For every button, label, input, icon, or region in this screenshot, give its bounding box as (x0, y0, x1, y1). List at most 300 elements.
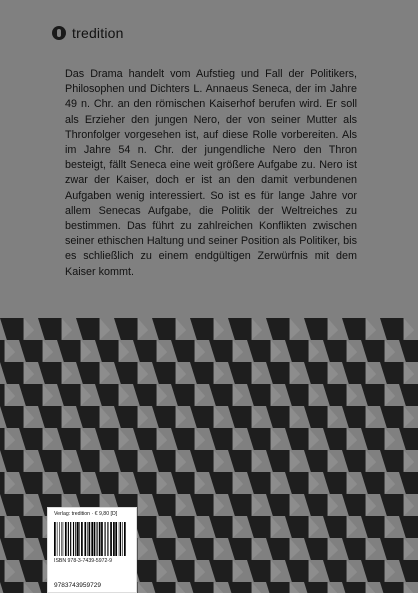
pattern-shape (404, 582, 415, 593)
pattern-shape (157, 384, 168, 406)
barcode-bar (122, 522, 123, 556)
pattern-shape (285, 516, 309, 538)
pattern-shape (19, 560, 43, 582)
pattern-shape (138, 362, 149, 384)
pattern-shape (171, 384, 195, 406)
pattern-shape (171, 516, 195, 538)
pattern-shape (342, 450, 366, 472)
pattern-shape (38, 318, 62, 340)
pattern-shape (290, 538, 301, 560)
barcode-bar (70, 522, 71, 556)
pattern-shape (404, 538, 415, 560)
pattern-shape (323, 516, 347, 538)
pattern-shape (309, 384, 320, 406)
pattern-shape (38, 450, 62, 472)
pattern-shape (399, 428, 418, 450)
blurb-text: Das Drama handelt vom Aufstieg und Fall der Politikers, Philosophen und Dichters L. Annaeus Seneca, der im Jahre 49 n. Chr. an den römischen Kaiserhof berufen wird. Er soll als Erzieher den jungen Nero, der von seiner Mutter als Thronfolger vorgesehen ist, auf diese Rolle vorbereiten. Als im Jahre 54 n. Chr. der jungendliche Nero den Thron besteigt, fällt Seneca eine weit größere Aufgabe zu. Nero ist zwar der Kaiser, doch er ist an den damit verbundenen Aufgaben wenig interessiert. So ist es für lange Jahre vor allem Senecas Aufgabe, die Politik der Weltreiches zu bestimmen. Das führt zu zahlreichen Konflikten zwischen seiner ethischen Haltung und seiner Position als Politiker, bis es schließlich zu einem endgültigen Zerwürfnis mit dem Kaiser kommt. (65, 68, 357, 278)
pattern-shape (309, 472, 320, 494)
barcode-bar (105, 522, 106, 556)
pattern-shape (43, 472, 54, 494)
pattern-shape (152, 538, 176, 560)
pattern-shape (342, 318, 366, 340)
pattern-shape (195, 340, 206, 362)
barcode-bar (81, 522, 83, 556)
pattern-shape (399, 472, 418, 494)
pattern-shape (228, 406, 252, 428)
pattern-shape (95, 428, 119, 450)
pattern-shape (309, 516, 320, 538)
pattern-shape (190, 406, 214, 428)
pattern-shape (228, 450, 252, 472)
pattern-shape (19, 384, 43, 406)
pattern-shape (195, 384, 206, 406)
pattern-shape (361, 340, 385, 362)
pattern-shape (24, 494, 35, 516)
pattern-shape (114, 450, 138, 472)
pattern-shape (233, 428, 244, 450)
pattern-shape (152, 362, 176, 384)
barcode-bar (77, 522, 79, 556)
pattern-shape (133, 384, 157, 406)
pattern-shape (252, 318, 263, 340)
pattern-shape (304, 450, 328, 472)
pattern-shape (76, 362, 100, 384)
pattern-shape (347, 384, 358, 406)
isbn-number: 9783743959729 (54, 582, 101, 589)
pattern-shape (0, 472, 5, 494)
pattern-shape (190, 362, 214, 384)
pattern-shape (342, 406, 366, 428)
barcode-bar (91, 522, 93, 556)
pattern-shape (152, 582, 176, 593)
pattern-shape (290, 494, 301, 516)
pattern-shape (361, 472, 385, 494)
pattern-shape (385, 340, 396, 362)
pattern-shape (304, 362, 328, 384)
pattern-shape (190, 494, 214, 516)
pattern-shape (228, 362, 252, 384)
pattern-shape (252, 406, 263, 428)
pattern-shape (247, 340, 271, 362)
pattern-shape (43, 384, 54, 406)
barcode-bar (87, 522, 88, 556)
pattern-shape (171, 428, 195, 450)
pattern-shape (304, 406, 328, 428)
pattern-shape (380, 494, 404, 516)
barcode-bar (124, 522, 126, 556)
pattern-shape (266, 406, 290, 428)
pattern-shape (138, 494, 149, 516)
pattern-shape (209, 472, 233, 494)
pattern-shape (24, 406, 35, 428)
pattern-shape (176, 406, 187, 428)
pattern-shape (233, 560, 244, 582)
pattern-shape (119, 340, 130, 362)
pattern-shape (285, 560, 309, 582)
pattern-shape (266, 450, 290, 472)
pattern-shape (404, 362, 415, 384)
barcode-bar (73, 522, 74, 556)
pattern-shape (209, 384, 233, 406)
pattern-shape (119, 472, 130, 494)
pattern-shape (214, 406, 225, 428)
isbn-line: ISBN 978-3-7439-5972-9 (54, 558, 112, 564)
publisher-logo (52, 25, 124, 41)
barcode-bar (84, 522, 86, 556)
barcode-bar (89, 522, 91, 556)
barcode-bar (101, 522, 103, 556)
pattern-shape (323, 340, 347, 362)
pattern-shape (328, 538, 339, 560)
pattern-shape (24, 538, 35, 560)
pattern-shape (380, 538, 404, 560)
pattern-shape (176, 450, 187, 472)
pattern-shape (290, 318, 301, 340)
pattern-shape (399, 340, 418, 362)
barcode-label (47, 507, 137, 593)
pattern-shape (266, 538, 290, 560)
pattern-shape (404, 450, 415, 472)
pattern-shape (347, 516, 358, 538)
pattern-shape (100, 450, 111, 472)
pattern-shape (233, 516, 244, 538)
pattern-shape (399, 516, 418, 538)
barcode-bar (120, 522, 121, 556)
pattern-shape (114, 406, 138, 428)
pattern-shape (38, 406, 62, 428)
pattern-shape (138, 318, 149, 340)
pattern-shape (24, 362, 35, 384)
pattern-shape (304, 318, 328, 340)
pattern-shape (385, 428, 396, 450)
pattern-shape (266, 362, 290, 384)
pattern-shape (233, 472, 244, 494)
pattern-shape (342, 362, 366, 384)
pattern-shape (399, 560, 418, 582)
pattern-shape (266, 318, 290, 340)
pattern-shape (385, 384, 396, 406)
pattern-shape (0, 516, 5, 538)
pattern-shape (76, 406, 100, 428)
pattern-shape (247, 428, 271, 450)
pattern-shape (342, 494, 366, 516)
pattern-shape (328, 406, 339, 428)
pattern-shape (347, 340, 358, 362)
pattern-shape (176, 538, 187, 560)
pattern-shape (157, 560, 168, 582)
pattern-shape (323, 560, 347, 582)
pattern-shape (5, 472, 16, 494)
pattern-shape (114, 318, 138, 340)
pattern-shape (252, 450, 263, 472)
pattern-shape (0, 582, 24, 593)
pattern-shape (309, 560, 320, 582)
pattern-shape (271, 428, 282, 450)
pattern-shape (214, 362, 225, 384)
pattern-shape (171, 472, 195, 494)
pattern-shape (271, 472, 282, 494)
pattern-shape (285, 340, 309, 362)
pattern-shape (328, 450, 339, 472)
pattern-shape (233, 384, 244, 406)
pattern-shape (119, 384, 130, 406)
pattern-shape (366, 538, 377, 560)
pattern-shape (347, 472, 358, 494)
pattern-shape (209, 516, 233, 538)
pattern-shape (24, 318, 35, 340)
pattern-shape (19, 428, 43, 450)
barcode-bar (63, 522, 64, 556)
pattern-shape (43, 428, 54, 450)
pattern-shape (214, 318, 225, 340)
pattern-shape (309, 428, 320, 450)
pattern-shape (0, 428, 5, 450)
pattern-shape (361, 428, 385, 450)
pattern-shape (366, 494, 377, 516)
pattern-shape (119, 428, 130, 450)
pattern-shape (24, 582, 35, 593)
pattern-shape (399, 384, 418, 406)
pattern-shape (247, 516, 271, 538)
pattern-shape (176, 582, 187, 593)
pattern-shape (209, 560, 233, 582)
pattern-shape (271, 340, 282, 362)
pattern-shape (100, 318, 111, 340)
pattern-shape (195, 560, 206, 582)
pattern-shape (152, 406, 176, 428)
pattern-shape (366, 450, 377, 472)
pattern-shape (247, 560, 271, 582)
pattern-shape (385, 516, 396, 538)
pattern-shape (271, 560, 282, 582)
barcode-bar (99, 522, 101, 556)
pattern-shape (138, 406, 149, 428)
pattern-shape (171, 340, 195, 362)
pattern-shape (290, 406, 301, 428)
pattern-shape (404, 318, 415, 340)
pattern-shape (228, 494, 252, 516)
barcode-bar (110, 522, 112, 556)
pattern-shape (138, 450, 149, 472)
pattern-shape (100, 406, 111, 428)
pattern-shape (133, 428, 157, 450)
pattern-shape (361, 384, 385, 406)
pattern-shape (5, 384, 16, 406)
pattern-shape (290, 450, 301, 472)
pattern-shape (404, 494, 415, 516)
pattern-shape (380, 362, 404, 384)
pattern-shape (195, 428, 206, 450)
pattern-shape (133, 472, 157, 494)
pattern-shape (171, 560, 195, 582)
pattern-shape (95, 340, 119, 362)
pattern-shape (328, 494, 339, 516)
pattern-shape (342, 582, 366, 593)
pattern-shape (76, 318, 100, 340)
pattern-shape (214, 538, 225, 560)
pattern-shape (271, 384, 282, 406)
pattern-shape (24, 450, 35, 472)
pattern-shape (62, 406, 73, 428)
pattern-shape (266, 494, 290, 516)
barcode-bar (97, 522, 98, 556)
pattern-shape (361, 560, 385, 582)
barcode-bar (75, 522, 76, 556)
pattern-shape (0, 450, 24, 472)
pattern-shape (138, 538, 149, 560)
pattern-shape (57, 428, 81, 450)
pattern-shape (95, 472, 119, 494)
pattern-shape (252, 538, 263, 560)
pattern-shape (285, 428, 309, 450)
barcode-bar (57, 522, 58, 556)
pattern-shape (304, 494, 328, 516)
pattern-shape (81, 428, 92, 450)
pattern-shape (5, 560, 16, 582)
pattern-shape (195, 516, 206, 538)
barcode-bar (94, 522, 96, 556)
pattern-shape (323, 428, 347, 450)
pattern-shape (285, 472, 309, 494)
pattern-shape (228, 582, 252, 593)
barcode-bar (119, 522, 120, 556)
pattern-shape (328, 582, 339, 593)
pattern-shape (57, 472, 81, 494)
pattern-shape (385, 472, 396, 494)
pattern-shape (114, 362, 138, 384)
pattern-shape (271, 516, 282, 538)
pattern-shape (323, 384, 347, 406)
pattern-shape (43, 340, 54, 362)
pattern-shape (366, 362, 377, 384)
pattern-shape (176, 318, 187, 340)
pattern-shape (57, 340, 81, 362)
pattern-shape (190, 582, 214, 593)
pattern-shape (157, 340, 168, 362)
pattern-shape (304, 582, 328, 593)
pattern-shape (228, 318, 252, 340)
pattern-shape (152, 494, 176, 516)
pattern-shape (252, 362, 263, 384)
pattern-shape (0, 362, 24, 384)
barcode-bar (65, 522, 67, 556)
pattern-shape (347, 428, 358, 450)
pattern-shape (404, 406, 415, 428)
pattern-shape (366, 318, 377, 340)
pattern-shape (157, 516, 168, 538)
pattern-shape (19, 516, 43, 538)
pattern-shape (0, 538, 24, 560)
pattern-shape (214, 494, 225, 516)
pattern-shape (5, 428, 16, 450)
pattern-shape (152, 318, 176, 340)
pattern-shape (0, 340, 5, 362)
pattern-shape (380, 406, 404, 428)
pattern-shape (252, 582, 263, 593)
pattern-shape (62, 362, 73, 384)
pattern-shape (385, 560, 396, 582)
pattern-shape (190, 538, 214, 560)
pattern-shape (214, 582, 225, 593)
pattern-shape (176, 362, 187, 384)
pattern-shape (0, 406, 24, 428)
pattern-shape (323, 472, 347, 494)
pattern-shape (214, 450, 225, 472)
pattern-shape (290, 362, 301, 384)
pattern-shape (81, 384, 92, 406)
barcode-bar (68, 522, 69, 556)
barcode-bar (79, 522, 80, 556)
pattern-shape (38, 362, 62, 384)
pattern-shape (366, 582, 377, 593)
pattern-shape (81, 340, 92, 362)
pattern-shape (209, 428, 233, 450)
pattern-shape (228, 538, 252, 560)
pattern-shape (328, 318, 339, 340)
pattern-shape (366, 406, 377, 428)
pattern-shape (157, 428, 168, 450)
pattern-shape (76, 450, 100, 472)
pattern-shape (380, 450, 404, 472)
pattern-shape (138, 582, 149, 593)
barcode-bar (107, 522, 108, 556)
pattern-shape (0, 384, 5, 406)
barcode-bars (54, 522, 130, 556)
pattern-shape (304, 538, 328, 560)
pattern-shape (19, 340, 43, 362)
pattern-shape (57, 384, 81, 406)
pattern-shape (62, 450, 73, 472)
barcode-bar (115, 522, 117, 556)
barcode-bar (59, 522, 60, 556)
pattern-shape (0, 494, 24, 516)
pattern-shape (380, 318, 404, 340)
pattern-shape (195, 472, 206, 494)
pattern-shape (290, 582, 301, 593)
pattern-shape (361, 516, 385, 538)
pattern-shape (62, 318, 73, 340)
barcode-bar (61, 522, 62, 556)
barcode-bar (113, 522, 115, 556)
tredition-logo-icon (52, 26, 66, 40)
pattern-shape (247, 472, 271, 494)
pattern-shape (0, 560, 5, 582)
pattern-shape (19, 472, 43, 494)
barcode-bar (54, 522, 56, 556)
pattern-shape (95, 384, 119, 406)
pattern-shape (347, 560, 358, 582)
pattern-shape (100, 362, 111, 384)
pattern-shape (342, 538, 366, 560)
pattern-shape (0, 318, 24, 340)
pattern-shape (190, 450, 214, 472)
pattern-shape (209, 340, 233, 362)
publisher-name: tredition (72, 25, 124, 41)
pattern-shape (247, 384, 271, 406)
pattern-shape (176, 494, 187, 516)
pattern-shape (152, 450, 176, 472)
publisher-price-line: Verlag: tredition · € 9,80 [D] (54, 511, 118, 517)
pattern-shape (81, 472, 92, 494)
pattern-shape (190, 318, 214, 340)
pattern-shape (380, 582, 404, 593)
pattern-shape (252, 494, 263, 516)
pattern-shape (233, 340, 244, 362)
pattern-shape (5, 340, 16, 362)
pattern-shape (309, 340, 320, 362)
pattern-shape (5, 516, 16, 538)
pattern-shape (266, 582, 290, 593)
